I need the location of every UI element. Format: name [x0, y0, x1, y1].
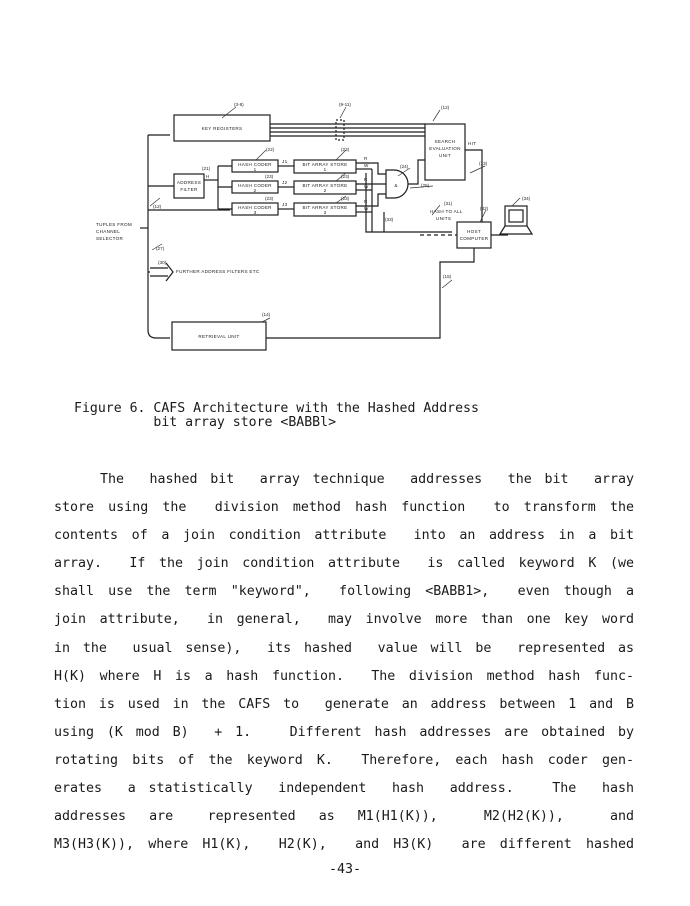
diagram-label: COMPUTER — [459, 236, 489, 241]
diagram-line — [470, 166, 485, 173]
text-line: tion is used in the CAFS to generate an address between 1 and B — [54, 696, 634, 712]
text-line: store using the division method hash function to transform the — [54, 500, 634, 516]
figure-caption — [74, 402, 594, 430]
host-computer-box — [457, 222, 491, 248]
diagram-label: (30) — [158, 260, 167, 265]
diagram-label: R — [364, 156, 368, 161]
diagram-label: (33) — [385, 217, 394, 222]
diagram-label: R — [364, 177, 368, 182]
diagram-label: 1 — [323, 167, 327, 172]
text-line: contents of a join condition attribute into an address in a bit — [54, 528, 634, 544]
diagram-line — [500, 226, 532, 234]
diagram-line — [366, 173, 452, 232]
diagram-label: R — [364, 199, 368, 204]
diagram-label: 2 — [323, 188, 327, 193]
diagram-label: CHANNEL — [96, 229, 121, 234]
diagram-label: & — [394, 183, 398, 188]
diagram-line — [512, 198, 520, 206]
text-line: in the usual sense), its hashed value will be represented as — [54, 640, 634, 656]
diagram-label: 1 — [253, 167, 257, 172]
diagram-label: TUPLES FROM — [96, 222, 132, 227]
diagram-label: W — [364, 206, 369, 211]
diagram-label: 3 — [323, 210, 327, 215]
diagram-label: (14) — [262, 312, 271, 317]
diagram-line — [356, 194, 386, 206]
diagram-label: W — [364, 184, 369, 189]
diagram-line — [150, 268, 168, 276]
diagram-label: (3-8) — [234, 102, 244, 107]
diagram-label: HASH CODER — [238, 162, 272, 167]
search-evaluation-unit-box — [425, 124, 465, 180]
diagram-label: (31) — [444, 201, 453, 206]
diagram-label: HOST — [467, 229, 481, 234]
diagram-line — [262, 318, 270, 322]
text-line: H(K) where H is a hash function. The division method hash func- — [54, 668, 634, 684]
text-line: The hashed bit array technique addresses the bit array — [100, 472, 634, 487]
diagram-label: (23) — [341, 147, 350, 152]
diagram-label: BIT ARRAY STORE — [302, 162, 348, 167]
diagram-label: 3 — [253, 210, 257, 215]
diagram-label: (27) — [156, 246, 165, 251]
diagram-label: (15) — [443, 274, 452, 279]
diagram-line — [408, 160, 425, 184]
diagram-label: BIT ARRAY STORE — [302, 205, 348, 210]
diagram-line — [442, 280, 452, 288]
diagram-label: (34) — [522, 196, 531, 201]
text-line: M3(H3(K)), where H1(K), H2(K), and H3(K) are different hashed — [54, 837, 634, 853]
terminal-icon — [505, 206, 527, 226]
diagram-label: HASH TO ALL — [430, 209, 463, 214]
address-filter-box — [174, 174, 204, 198]
key-registers-label: KEY REGISTERS — [201, 126, 243, 131]
diagram-label: (23) — [341, 196, 350, 201]
diagram-label: FILTER — [180, 187, 198, 192]
diagram-line — [433, 110, 440, 121]
diagram-label: HIT — [468, 141, 477, 146]
diagram-line — [256, 150, 266, 160]
diagram-label: BIT ARRAY STORE — [302, 183, 348, 188]
diagram-line — [336, 120, 344, 140]
text-line: join attribute, in general, may involve more than one key word — [54, 612, 634, 628]
cafs-architecture-diagram — [0, 0, 690, 400]
diagram-line — [166, 263, 173, 281]
text-line: erates a statistically independent hash address. The hash — [54, 781, 634, 797]
diagram-label: HASH CODER — [238, 205, 272, 210]
diagram-label: (22) — [266, 147, 275, 152]
diagram-label: HASH CODER — [238, 183, 272, 188]
text-line: shall use the term "keyword", following <BABB1>, even though a — [54, 584, 634, 600]
diagram-label: 2 — [253, 188, 257, 193]
diagram-label: (13) — [479, 161, 488, 166]
diagram-label: (23) — [341, 174, 350, 179]
page-number: -43- — [328, 862, 362, 877]
diagram-label: EVALUATION — [429, 146, 461, 151]
text-line: array. If the join condition attribute is called keyword K (we — [54, 556, 634, 572]
diagram-label: ADDRESS — [176, 180, 202, 185]
text-line: using (K mod B) + 1. Different hash addresses are obtained by — [54, 724, 634, 740]
diagram-label: UNITS — [436, 216, 452, 221]
diagram-label: SEARCH — [434, 139, 456, 144]
diagram-label: (25) — [421, 183, 430, 188]
diagram-label: UNIT — [439, 153, 451, 158]
diagram-line — [266, 248, 474, 338]
diagram-label: J1 — [282, 159, 288, 164]
diagram-label: (23) — [265, 196, 274, 201]
retrieval-unit-label: RETRIEVAL UNIT — [198, 334, 240, 339]
diagram-line — [480, 210, 486, 222]
diagram-line — [340, 107, 346, 118]
diagram-line — [218, 166, 232, 209]
diagram-label: (23) — [265, 174, 274, 179]
diagram-label: (9-11) — [339, 102, 351, 107]
diagram-label: (21) — [202, 166, 211, 171]
diagram-label: W — [364, 163, 369, 168]
diagram-line — [222, 107, 236, 118]
diagram-label: FURTHER ADDRESS FILTERS ETC — [176, 269, 260, 274]
diagram-label: (12) — [441, 105, 450, 110]
text-line: rotating bits of the keyword K. Therefore, each hash coder gen- — [54, 752, 634, 768]
diagram-label: H — [206, 174, 210, 179]
diagram-line — [509, 210, 523, 222]
diagram-line — [148, 135, 170, 338]
body-paragraph — [54, 466, 634, 859]
diagram-label: J3 — [282, 202, 288, 207]
diagram-label: J2 — [282, 180, 288, 185]
diagram-label: (32) — [480, 206, 489, 211]
diagram-label: (12) — [153, 204, 162, 209]
diagram-label: (24) — [400, 164, 409, 169]
diagram-label: SELECTOR — [96, 236, 124, 241]
text-line: addresses are represented as M1(H1(K)), M2(H2(K)), and — [54, 809, 634, 825]
caption-line-1: Figure 6. CAFS Architecture with the Hashed Address — [74, 401, 479, 416]
caption-line-2: bit array store <BABBl> — [74, 415, 337, 430]
